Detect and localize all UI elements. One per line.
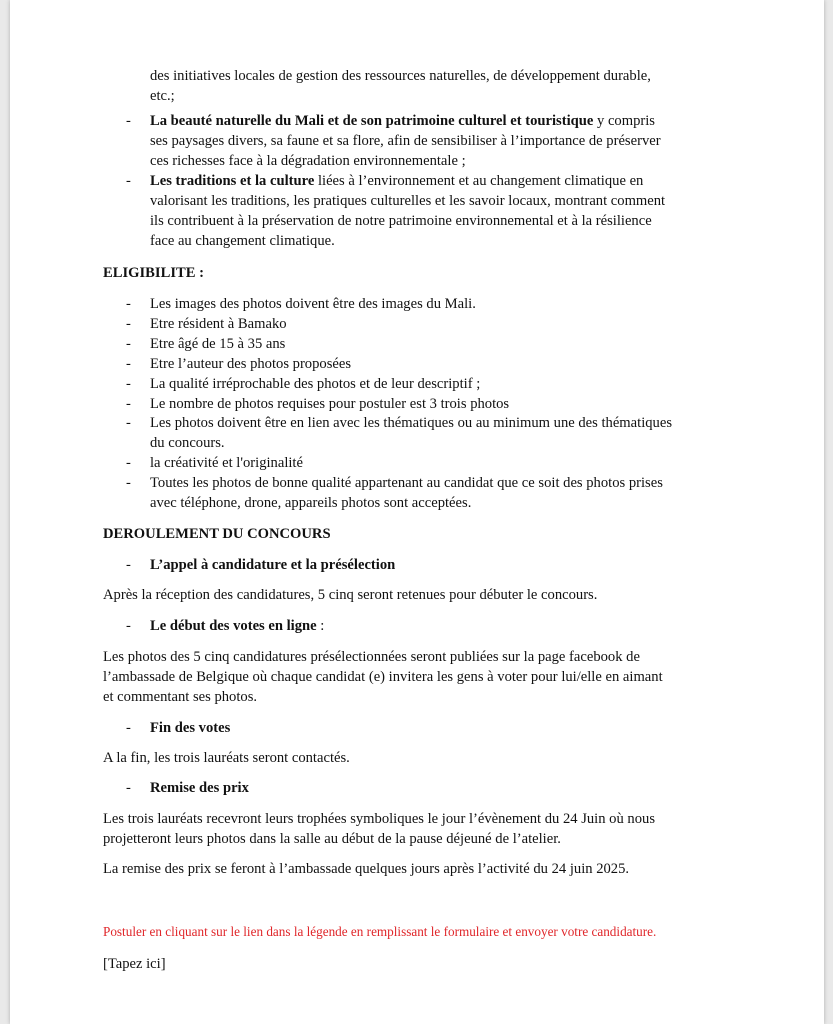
bullet-dash: - bbox=[126, 356, 131, 372]
bullet-dash: - bbox=[126, 557, 131, 573]
bullet-dash: - bbox=[126, 173, 131, 189]
theme-item-text: liées à l’environnement et au changement climatique en bbox=[314, 173, 644, 189]
bullet-dash: - bbox=[126, 455, 131, 471]
eligibility-item: Etre résident à Bamako bbox=[150, 316, 287, 332]
theme-item-traditions bbox=[150, 172, 750, 192]
theme-item-beaute bbox=[150, 112, 750, 132]
bullet-dash: - bbox=[126, 316, 131, 332]
theme-text-line: etc.; bbox=[150, 88, 175, 104]
eligibility-item: la créativité et l'originalité bbox=[150, 455, 303, 471]
step-title-text: Le début des votes en ligne bbox=[150, 618, 317, 634]
step-text: et commentant ses photos. bbox=[103, 689, 258, 705]
eligibility-item-continued: avec téléphone, drone, appareils photos sont acceptées. bbox=[150, 495, 472, 511]
theme-item-text: y compris bbox=[593, 113, 655, 129]
bullet-dash: - bbox=[126, 618, 131, 634]
step-text: La remise des prix se feront à l’ambassade quelques jours après l’activité du 24 juin 2025. bbox=[103, 861, 630, 877]
bullet-dash: - bbox=[126, 415, 131, 431]
bullet-dash: - bbox=[126, 396, 131, 412]
theme-text-line: valorisant les traditions, les pratiques culturelles et les savoir locaux, montrant comment bbox=[150, 193, 666, 209]
step-title-remise: Remise des prix bbox=[150, 780, 249, 796]
bullet-dash: - bbox=[126, 720, 131, 736]
step-title-suffix: : bbox=[316, 618, 325, 634]
theme-text-line: ils contribuent à la préservation de notre patrimoine environnemental et à la résilience bbox=[150, 213, 652, 229]
section-heading-deroulement: DEROULEMENT DU CONCOURS bbox=[103, 526, 331, 542]
eligibility-item: Les images des photos doivent être des images du Mali. bbox=[150, 296, 476, 312]
step-text: Après la réception des candidatures, 5 cinq seront retenues pour débuter le concours. bbox=[103, 587, 598, 603]
theme-item-bold: La beauté naturelle du Mali et de son patrimoine culturel et touristique bbox=[150, 113, 594, 129]
theme-item-bold: Les traditions et la culture bbox=[150, 173, 315, 189]
bullet-dash: - bbox=[126, 475, 131, 491]
eligibility-item: Le nombre de photos requises pour postuler est 3 trois photos bbox=[150, 396, 510, 412]
step-title-votes bbox=[150, 617, 324, 637]
step-title-appel: L’appel à candidature et la présélection bbox=[150, 557, 396, 573]
bullet-dash: - bbox=[126, 376, 131, 392]
eligibility-item: Etre âgé de 15 à 35 ans bbox=[150, 336, 286, 352]
bullet-dash: - bbox=[126, 296, 131, 312]
theme-text-line: ses paysages divers, sa faune et sa flore, afin de sensibiliser à l’importance de préserver bbox=[150, 133, 661, 149]
step-title-fin: Fin des votes bbox=[150, 720, 231, 736]
eligibility-item-continued: du concours. bbox=[150, 435, 225, 451]
step-text: A la fin, les trois lauréats seront contactés. bbox=[103, 750, 350, 766]
bullet-dash: - bbox=[126, 336, 131, 352]
theme-text-line: des initiatives locales de gestion des ressources naturelles, de développement durable, bbox=[150, 68, 651, 84]
step-text: projetteront leurs photos dans la salle au début de la pause déjeuné de l’atelier. bbox=[103, 831, 561, 847]
call-to-action: Postuler en cliquant sur le lien dans la légende en remplissant le formulaire et envoyer votre candidature. bbox=[103, 924, 657, 939]
bullet-dash: - bbox=[126, 780, 131, 796]
theme-text-line: ces richesses face à la dégradation environnementale ; bbox=[150, 153, 466, 169]
theme-text-line: face au changement climatique. bbox=[150, 233, 335, 249]
placeholder-text: [Tapez ici] bbox=[103, 956, 166, 972]
step-text: Les trois lauréats recevront leurs trophées symboliques le jour l’évènement du 24 Juin où nous bbox=[103, 811, 655, 827]
eligibility-item: Etre l’auteur des photos proposées bbox=[150, 356, 352, 372]
eligibility-item: Toutes les photos de bonne qualité appartenant au candidat que ce soit des photos prises bbox=[150, 475, 663, 491]
step-text: l’ambassade de Belgique où chaque candidat (e) invitera les gens à voter pour lui/elle en aimant bbox=[103, 669, 663, 685]
step-text: Les photos des 5 cinq candidatures présélectionnées seront publiées sur la page facebook de bbox=[103, 649, 640, 665]
eligibility-item: Les photos doivent être en lien avec les thématiques ou au minimum une des thématiques bbox=[150, 415, 672, 431]
bullet-dash: - bbox=[126, 113, 131, 129]
document-page bbox=[10, 0, 824, 1024]
section-heading-eligibilite: ELIGIBILITE : bbox=[103, 265, 204, 281]
eligibility-item: La qualité irréprochable des photos et de leur descriptif ; bbox=[150, 376, 481, 392]
